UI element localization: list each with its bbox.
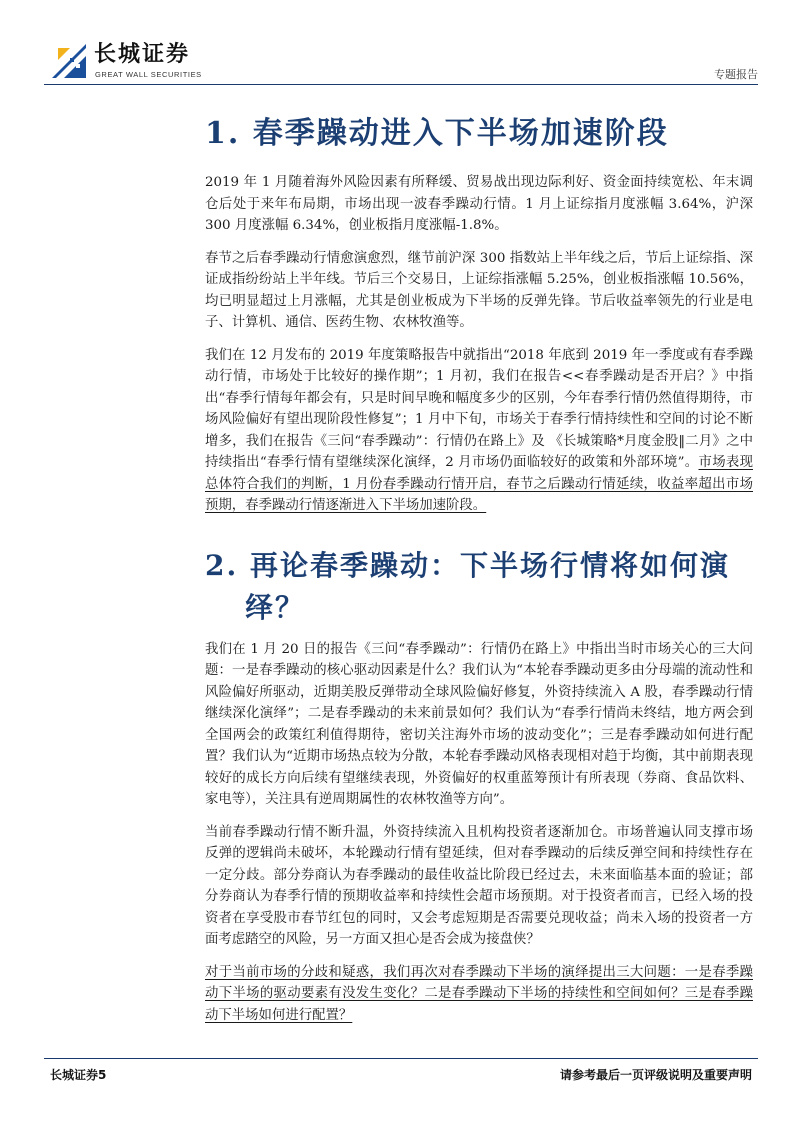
footer-divider — [44, 1058, 758, 1059]
section-1-paragraph-1: 2019 年 1 月随着海外风险因素有所释缓、贸易战出现边际利好、资金面持续宽松、年末调仓后处于来年布局期，市场出现一波春季躁动行情。1 月上证综指月度涨幅 3.64%，沪深 300 月度涨幅 6.34%，创业板指月度涨幅-1.8%。 — [205, 175, 753, 233]
section-2-paragraph-3-underlined: 对于当前市场的分歧和疑惑，我们再次对春季躁动下半场的演绎提出三大问题：一是春季躁动下半场的驱动要素有没发生变化？二是春季躁动下半场的持续性和空间如何？三是春季躁动下半场如何进行配置？ — [205, 964, 753, 1023]
section-1-paragraph-2: 春节之后春季躁动行情愈演愈烈，继节前沪深 300 指数站上半年线之后，节后上证综指、深证成指纷纷站上半年线。节后三个交易日，上证综指涨幅 5.25%，创业板指涨幅 10.56%，均已明显超过上月涨幅，尤其是创业板成为下半场的反弹先锋。节后收益率领先的行业是电子、计算机、通信、医药生物、农林牧渔等。 — [205, 250, 753, 330]
section-2-title-line-1: 2. 再论春季躁动：下半场行情将如何演 — [205, 548, 730, 582]
section-2-title — [205, 545, 753, 629]
section-2-paragraph-3 — [205, 962, 753, 1027]
header-divider — [44, 84, 758, 85]
page-header — [0, 0, 802, 92]
section-1-paragraph-3-underlined: 市场表现总体符合我们的判断，1 月份春季躁动行情开启，春节之后躁动行情延续，收益率超出市场预期，春季躁动行情逐渐进入下半场加速阶段。 — [205, 455, 753, 513]
logo-english-name: GREAT WALL SECURITIES — [95, 70, 202, 79]
section-2-title-line-2: 绎？ — [245, 590, 306, 624]
section-1-paragraph-3 — [205, 345, 753, 517]
section-1-title: 1. 春季躁动进入下半场加速阶段 — [205, 116, 669, 151]
footer-page-label: 长城证券5 — [50, 1068, 107, 1082]
great-wall-logo-icon — [50, 42, 88, 80]
logo-chinese-name: 长城证券 — [94, 42, 191, 67]
section-2-paragraph-2: 当前春季躁动行情不断升温，外资持续流入且机构投资者逐渐加仓。市场普遍认同支撑市场反弹的逻辑尚未破坏，本轮躁动行情有望延续，但对春季躁动的后续反弹空间和持续性存在一定分歧。部分券商认为春季躁动的最佳收益比阶段已经过去，未来面临基本面的验证；部分券商认为春季行情的预期收益率和持续性会超市场预期。对于投资者而言，已经入场的投资者在享受股市春节红包的同时，又会考虑短期是否需要兑现收益；尚未入场的投资者一方面考虑踏空的风险，另一方面又担心是否会成为接盘侠？ — [205, 824, 753, 947]
footer-disclaimer: 请参考最后一页评级说明及重要声明 — [559, 1068, 752, 1082]
section-1-paragraph-3-text: 我们在 12 月发布的 2019 年度策略报告中就指出“2018 年底到 2019 年一季度或有春季躁动行情，市场处于比较好的操作期”；1 月初，我们在报告<<春季躁动是否开启？》中指出“春季行情每年都会有，只是时间早晚和幅度多少的区别，今年春季行情仍然值得期待，市场风险偏好有望出现阶段性修复”；1 月中下旬，市场关于春季行情持续性和空间的讨论不断增多，我们在报告《三问“春季躁动”：行情仍在路上》及 《长城策略*月度金股‖二月》之中持续指出“春季行情有望继续深化演绎，2 月市场仍面临较好的政策和外部环境”。 — [205, 347, 753, 470]
main-content — [205, 102, 753, 1037]
report-type-label: 专题报告 — [714, 68, 758, 81]
section-2-paragraph-1: 我们在 1 月 20 日的报告《三问“春季躁动”：行情仍在路上》中指出当时市场关心的三大问题：一是春季躁动的核心驱动因素是什么？我们认为“本轮春季躁动更多由分母端的流动性和风险偏好所驱动，近期美股反弹带动全球风险偏好修复，外资持续流入 A 股，春季躁动行情继续深化演绎”；二是春季躁动的未来前景如何？我们认为“春季行情尚未终结，地方两会到全国两会的政策红利值得期待，密切关注海外市场的波动变化”；三是春季躁动如何进行配置？我们认为“近期市场热点较为分散，本轮春季躁动风格表现相对趋于均衡，其中前期表现较好的成长方向后续有望继续表现，外资偏好的权重蓝筹预计有所表现（券商、食品饮料、家电等），关注具有逆周期属性的农林牧渔等方向”。 — [205, 641, 753, 807]
